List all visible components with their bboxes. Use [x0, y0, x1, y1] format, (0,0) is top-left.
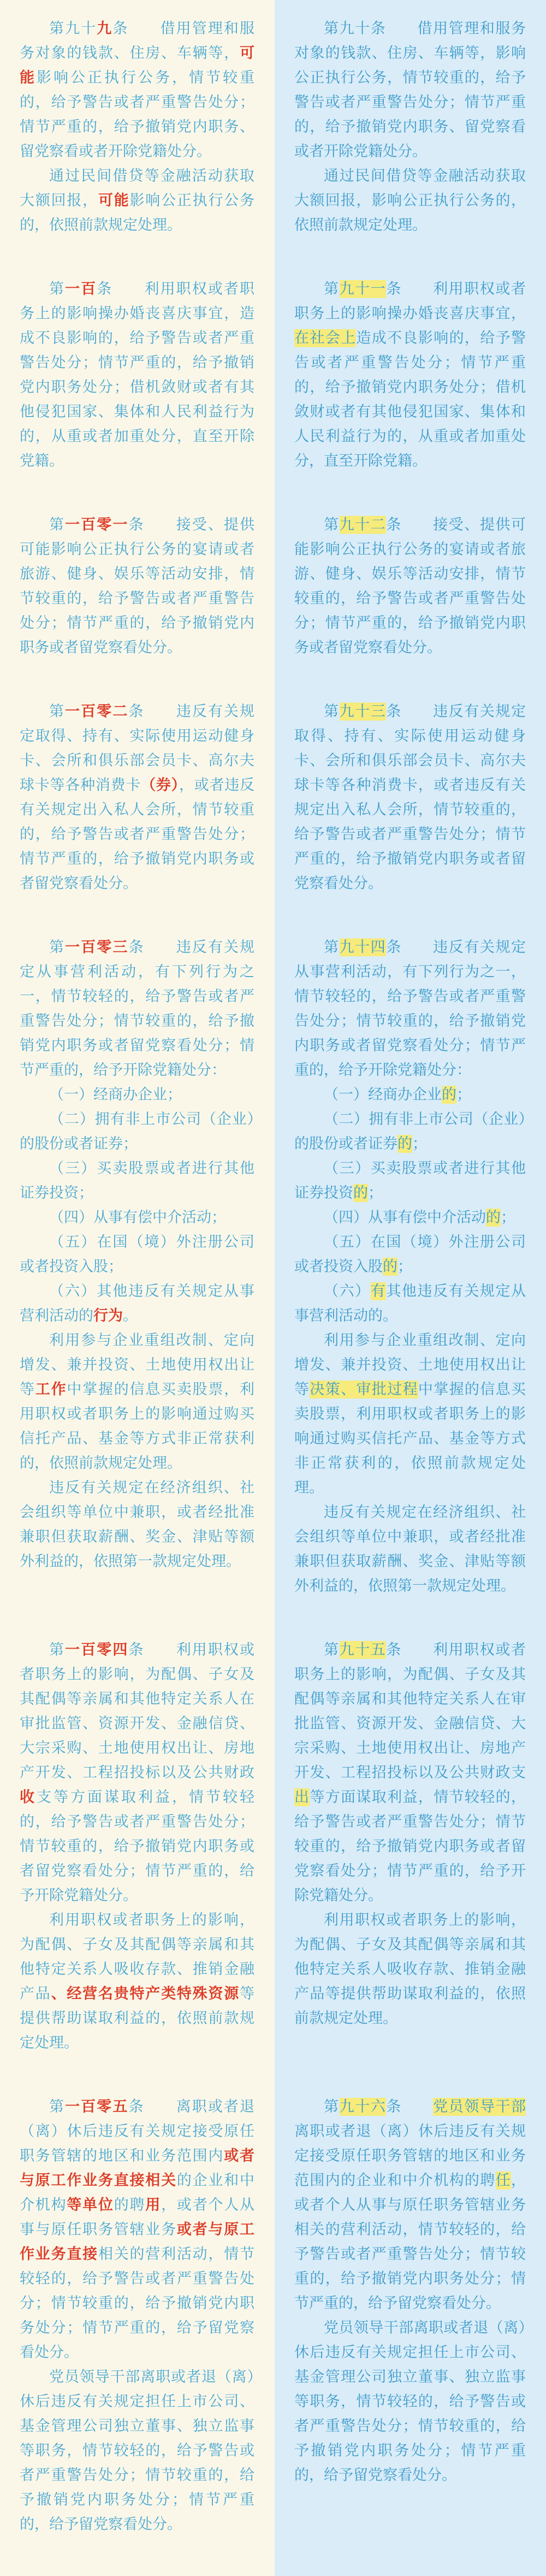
revision-text: （券）	[141, 777, 179, 794]
paragraph	[294, 1107, 526, 1156]
body-text: 离职或者退（离）休后违反有关规定接受原任职务管辖的地区和业务范围内的企业和中介机构的聘	[294, 2123, 526, 2189]
highlighted-text: 九十三	[339, 703, 387, 720]
paragraph	[20, 935, 254, 1082]
body-text: 利用职权或者职务上的影响，为配偶、子女及其配偶等亲属和其他特定关系人吸收存款、推销金融产品等提供帮助谋取利益的，依照前款规定处理。	[294, 1912, 526, 2027]
revision-text: 可能	[98, 192, 130, 209]
body-text: （三）买卖股票或者进行其他证券投资	[294, 1160, 526, 1201]
article-101-new	[0, 513, 275, 699]
body-text: 。	[123, 1307, 138, 1324]
body-text: 第	[49, 281, 66, 298]
body-text: （一）经商办企业；	[49, 1086, 182, 1103]
body-text: （四）从事有偿中介活动	[324, 1209, 486, 1226]
paragraph	[20, 1156, 254, 1205]
body-text: 造成不良影响的，给予警告或者严重警告处分；情节严重的，给予撤销党内职务处分；借机敛财或者有其他侵犯国家、集体和人民利益行为的，从重或者加重处分，直至开除党籍。	[294, 330, 526, 469]
highlighted-text: 的	[442, 1086, 456, 1103]
paragraph	[20, 513, 254, 660]
paragraph	[20, 1082, 254, 1107]
body-text: ；	[397, 1258, 412, 1275]
body-text: 违反有关规定从事营利活动，有下列行为之一，情节较轻的，给予警告或者严重警告处分；情节较重的，给予撤销党内职务或者留党察看处分；情节严重的，给予开除党籍处分：	[20, 939, 255, 1079]
body-text: 等提供帮助谋取利益的，依照前款规定处理。	[20, 1985, 255, 2051]
article-104-new	[0, 1638, 275, 2095]
body-text: ；	[412, 1135, 427, 1152]
body-text: （三）买卖股票或者进行其他证券投资；	[20, 1160, 254, 1201]
paragraph	[294, 1500, 526, 1598]
highlighted-text: 决策、审批过程	[310, 1381, 418, 1398]
body-text: 条 违反有关规定从事营利活动，有下列行为之一，情节较轻的，给予警告或者严重警告处分；情节较重的，给予撤销党内职务或者留党察看处分；情节严重的，给予开除党籍处分：	[294, 939, 526, 1079]
highlighted-text: 的	[486, 1209, 501, 1226]
article-100-new	[0, 277, 275, 513]
paragraph	[20, 16, 254, 164]
article-95-old	[275, 1638, 546, 2095]
revision-text: 一百零三	[65, 939, 129, 956]
article-93-old	[275, 699, 546, 935]
paragraph	[20, 1638, 254, 1908]
paragraph	[20, 1476, 254, 1574]
body-text: 第	[49, 703, 66, 720]
article-92-old	[275, 513, 546, 699]
highlighted-text: 的	[353, 1185, 368, 1201]
revision-text: 或者与原工作业务直接相关	[20, 2147, 255, 2189]
body-text: 通过民间借贷等金融活动获取大额回报，影响公正执行公务的，依照前款规定处理。	[294, 168, 526, 234]
revision-text: 九	[97, 20, 113, 37]
paragraph	[294, 16, 526, 164]
body-text: （二）拥有非上市公司（企业）的股份或者证券	[294, 1111, 526, 1152]
body-text: 违反有关规定在经济组织、社会组织等单位中兼职，或者经批准兼职但获取薪酬、奖金、津贴等额外利益的，依照第一款规定处理。	[294, 1504, 526, 1595]
paragraph	[294, 1279, 526, 1328]
paragraph	[294, 1082, 526, 1107]
body-text: ，或者违反有关规定出入私人会所，情节较重的，给予警告或者严重警告处分；情节严重的，给予撤销党内职务或者留党察看处分。	[20, 777, 255, 892]
body-text: 利用职权或者职务上的影响，为配偶、子女及其配偶等亲属和其他特定关系人吸收存款、推销金融产品	[20, 1912, 254, 2002]
body-text: 第	[324, 703, 340, 720]
body-text: 接受、提供可能影响公正执行公务的宴请或者旅游、健身、娱乐等活动安排，情节较重的，给予警告或者严重警告处分；情节严重的，给予撤销党内职务或者留党察看处分。	[20, 516, 255, 656]
paragraph	[20, 1205, 254, 1230]
article-105-new	[0, 2095, 275, 2576]
paragraph	[20, 1107, 254, 1156]
body-text: 利用参与企业重组改制、定向增发、兼并投资、土地使用权出让等	[20, 1332, 254, 1398]
highlighted-text: 九十二	[339, 516, 387, 533]
body-text: 第	[324, 2098, 340, 2115]
body-text: （一）经商办企业	[324, 1086, 442, 1103]
body-text: 等方面谋取利益，情节较轻的，给予警告或者严重警告处分；情节较重的，给予撤销党内职务或者留党察看处分；情节严重的，给予开除党籍处分。	[294, 1789, 526, 1904]
body-text: 第九十条 借用管理和服务对象的钱款、住房、车辆等，影响公正执行公务，情节较重的，给予警告或者严重警告处分；情节严重的，给予撤销党内职务、留党察看或者开除党籍处分。	[294, 20, 526, 160]
body-text: 第	[49, 516, 66, 533]
revision-text: 一百零一	[65, 516, 129, 533]
body-text: 条	[128, 1641, 176, 1658]
body-text: 条	[128, 516, 176, 533]
body-text: ，或者个人从事与原任职务管辖业务相关的营利活动，情节较轻的，给予警告或者严重警告处分；情节较重的，给予撤销党内职务处分；情节严重的，给予留党察看处分。	[294, 2172, 526, 2312]
paragraph	[294, 1908, 526, 2031]
revision-text: 一百零二	[65, 703, 129, 720]
highlighted-text: 出	[294, 1789, 310, 1806]
revision-text: 可能	[20, 45, 254, 86]
body-text: （五）在国（境）外注册公司或者投资入股	[294, 1234, 526, 1275]
highlighted-text: 任	[495, 2172, 512, 2189]
paragraph	[20, 1279, 254, 1328]
article-99-new	[0, 0, 275, 277]
body-text: 第	[324, 516, 340, 533]
revision-text: 用	[145, 2197, 162, 2214]
article-96-old	[275, 2095, 546, 2576]
body-text: 支等方面谋取利益，情节较轻的，给予警告或者严重警告处分；情节较重的，给予撤销党内职务或者留党察看处分；情节严重的，给予开除党籍处分。	[20, 1789, 254, 1904]
highlighted-text: 的	[383, 1258, 397, 1275]
body-text: 其他违反有关规定从事营利活动的。	[294, 1283, 526, 1324]
body-text: ，或者个人从事与原任职务管辖业务	[20, 2197, 255, 2238]
body-text: 的聘	[114, 2197, 146, 2214]
paragraph	[294, 2095, 526, 2316]
paragraph	[294, 2316, 526, 2488]
highlighted-text: 九十六	[339, 2098, 387, 2115]
article-102-new	[0, 699, 275, 935]
paragraph	[294, 277, 526, 473]
article-94-old	[275, 935, 546, 1638]
paragraph	[20, 277, 254, 473]
revision-text: 工作	[35, 1381, 67, 1398]
body-text: 第	[324, 939, 340, 956]
revision-text: 行为	[93, 1307, 123, 1324]
body-text: 第九十	[49, 20, 97, 37]
body-text: 条 利用职权或者职务上的影响操办婚丧喜庆事宜，	[294, 281, 526, 322]
highlighted-text: 在社会上	[294, 330, 357, 347]
highlighted-text: 九十四	[339, 939, 387, 956]
body-text: 条	[386, 2098, 434, 2115]
body-text: 条 利用职权或者职务上的影响，为配偶、子女及其配偶等亲属和其他特定关系人在审批监管、资源开发、金融信贷、大宗采购、土地使用权出让、房地产开发、工程招投标以及公共财政支	[294, 1641, 526, 1781]
revision-text: 一百零四	[65, 1641, 129, 1658]
body-text: （二）拥有非上市公司（企业）的股份或者证券；	[20, 1111, 254, 1152]
body-text: 第	[324, 281, 340, 298]
body-text: ；	[368, 1185, 383, 1201]
paragraph	[20, 2095, 254, 2365]
paragraph	[294, 1328, 526, 1500]
body-text: 相关的营利活动，情节较轻的，给予警告或者严重警告处分；情节较重的，给予撤销党内职务处分；情节严重的，给予留党察看处分。	[20, 2246, 255, 2361]
body-text: （四）从事有偿中介活动；	[49, 1209, 226, 1226]
body-text: （六）	[324, 1283, 371, 1300]
paragraph	[20, 699, 254, 896]
body-text: 违反有关规定取得、持有、实际使用运动健身卡、会所和俱乐部会员卡、高尔夫球卡等各种消费卡	[20, 703, 255, 794]
highlighted-text: 党员领导干部	[433, 2098, 526, 2115]
paragraph	[20, 2365, 254, 2537]
body-text: 第	[324, 1641, 340, 1658]
revision-text: 、经营名贵特产类特殊资源	[51, 1985, 240, 2002]
body-text: 离职或者退（离）休后违反有关规定接受原任职务管辖的地区和业务范围内	[20, 2098, 255, 2164]
body-text: 条	[128, 703, 176, 720]
body-text: 条	[128, 2098, 176, 2115]
paragraph	[294, 1156, 526, 1205]
paragraph	[20, 1230, 254, 1279]
body-text: 影响公正执行公务的，依照前款规定处理。	[20, 192, 255, 234]
revision-text: 收	[20, 1789, 37, 1806]
body-text: 第	[49, 2098, 66, 2115]
highlighted-text: 有	[370, 1283, 387, 1300]
paragraph	[294, 935, 526, 1082]
body-text: 党员领导干部离职或者退（离）休后违反有关规定担任上市公司、基金管理公司独立董事、独立监事等职务，情节较轻的，给予警告或者严重警告处分；情节较重的，给予撤销党内职务处分；情节严重的，给予留党察看处分。	[20, 2369, 254, 2533]
body-text: ；	[456, 1086, 471, 1103]
body-text: 借用管理和服务对象的钱款、住房、车辆等，	[20, 20, 255, 62]
article-91-old	[275, 277, 546, 513]
highlighted-text: 九十五	[339, 1641, 387, 1658]
article-90-old	[275, 0, 546, 277]
body-text: 条	[128, 939, 176, 956]
paragraph	[20, 1328, 254, 1476]
body-text: 中掌握的信息买卖股票，利用职权或者职务上的影响通过购买信托产品、基金等方式非正常获利的，依照前款规定处理。	[20, 1381, 255, 1472]
paragraph	[294, 1638, 526, 1908]
body-text: （五）在国（境）外注册公司或者投资入股；	[20, 1234, 254, 1275]
body-text: 条 违反有关规定取得、持有、实际使用运动健身卡、会所和俱乐部会员卡、高尔夫球卡等各种消费卡，或者违反有关规定出入私人会所，情节较重的，给予警告或者严重警告处分；情节严重的，给予撤销党内职务或者留党察看处分。	[294, 703, 526, 892]
body-text: 党员领导干部离职或者退（离）休后违反有关规定担任上市公司、基金管理公司独立董事、独立监事等职务，情节较轻的，给予警告或者严重警告处分；情节较重的，给予撤销党内职务处分；情节严重的，给予留党察看处分。	[294, 2319, 526, 2484]
body-text: 第	[49, 939, 66, 956]
body-text: 条	[112, 20, 161, 37]
body-text: 影响公正执行公务，情节较重的，给予警告或者严重警告处分；情节严重的，给予撤销党内职务、留党察看或者开除党籍处分。	[20, 69, 254, 160]
paragraph	[294, 513, 526, 660]
body-text: 条	[97, 281, 145, 298]
body-text: 条 接受、提供可能影响公正执行公务的宴请或者旅游、健身、娱乐等活动安排，情节较重的，给予警告或者严重警告处分；情节严重的，给予撤销党内职务或者留党察看处分。	[294, 516, 526, 656]
body-text: 违反有关规定在经济组织、社会组织等单位中兼职，或者经批准兼职但获取薪酬、奖金、津贴等额外利益的，依照第一款规定处理。	[20, 1479, 254, 1570]
paragraph	[294, 699, 526, 896]
body-text: 第	[49, 1641, 66, 1658]
body-text: 通过民间借贷等金融活动获取大额回报，	[20, 168, 254, 209]
body-text: （六）其他违反有关规定从事营利活动的	[20, 1283, 254, 1324]
body-text: ；	[501, 1209, 515, 1226]
paragraph	[294, 164, 526, 237]
body-text: 利用职权或者职务上的影响操办婚丧喜庆事宜，造成不良影响的，给予警告或者严重警告处分；情节严重的，给予撤销党内职务处分；借机敛财或者有其他侵犯国家、集体和人民利益行为的，从重或者加重处分，直至开除党籍。	[20, 281, 255, 469]
highlighted-text: 的	[397, 1135, 412, 1152]
revision-text: 或者与原工作业务直接	[20, 2221, 255, 2263]
body-text: 的企业和中介机构	[20, 2172, 255, 2214]
paragraph	[20, 164, 254, 237]
highlighted-text: 九十一	[339, 281, 387, 298]
body-text: 中掌握的信息买卖股票，利用职权或者职务上的影响通过购买信托产品、基金等方式非正常获利的，依照前款规定处理。	[294, 1381, 526, 1496]
body-text: 利用参与企业重组改制、定向增发、兼并投资、土地使用权出让等	[294, 1332, 526, 1398]
article-103-new	[0, 935, 275, 1638]
paragraph	[294, 1205, 526, 1230]
revision-text: 一百	[65, 281, 97, 298]
paragraph	[20, 1908, 254, 2055]
paragraph	[294, 1230, 526, 1279]
body-text: 利用职权或者职务上的影响，为配偶、子女及其配偶等亲属和其他特定关系人在审批监管、资源开发、金融信贷、大宗采购、土地使用权出让、房地产开发、工程招投标以及公共财政	[20, 1641, 255, 1781]
revision-text: 等单位	[67, 2197, 114, 2214]
revision-text: 一百零五	[65, 2098, 129, 2115]
